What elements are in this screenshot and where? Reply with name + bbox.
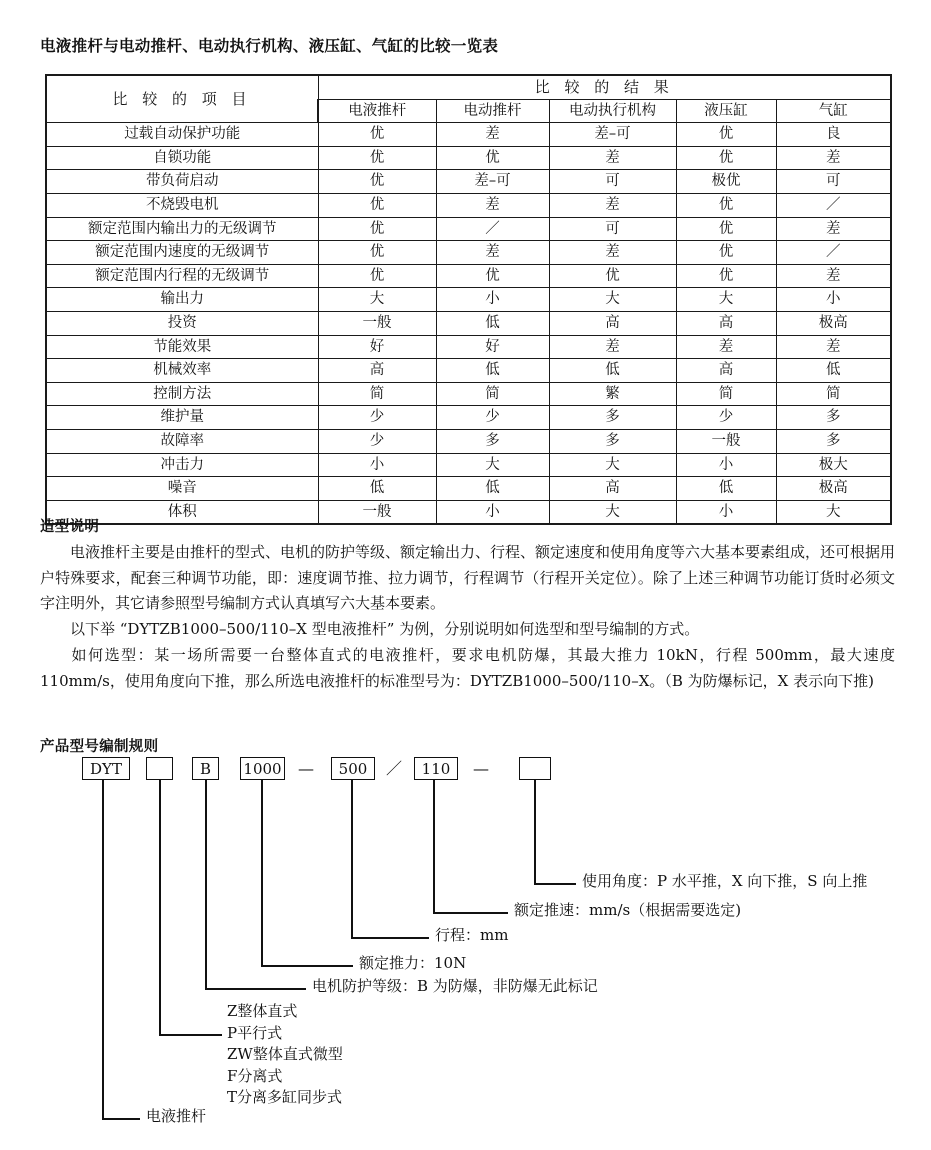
cell-value: 优 — [549, 264, 676, 288]
paragraph-moulding-3 — [40, 643, 895, 694]
row-label: 体积 — [46, 500, 318, 524]
code-box-type[interactable] — [146, 757, 173, 780]
leader-vline-angle — [534, 780, 536, 883]
column-header-1: 电动推杆 — [436, 99, 549, 123]
paragraph-moulding-1 — [40, 540, 895, 617]
column-header-3: 液压缸 — [676, 99, 776, 123]
table-row — [46, 288, 891, 312]
leader-vline-stroke — [351, 780, 353, 937]
cell-value: 可 — [776, 170, 891, 194]
cell-value: 优 — [676, 146, 776, 170]
column-header-2: 电动执行机构 — [549, 99, 676, 123]
leader-vline-dyt — [102, 780, 104, 1118]
cell-value: 少 — [318, 429, 436, 453]
cell-value: 少 — [676, 406, 776, 430]
note-protection: 电机防护等级：B 为防爆，非防爆无此标记 — [312, 977, 598, 995]
cell-value: 低 — [436, 359, 549, 383]
paragraph-moulding-1-text: 电液推杆主要是由推杆的型式、电机的防护等级、额定输出力、行程、额定速度和使用角度等六大基本要素组成，还可根据用户特殊要求，配套三种调节功能，即：速度调节推、拉力调节，行程调节（行程开关定位）。除了上述三种调节功能订货时必须文字注明外，其它请参照型号编制方式认真填写六大基本要素。 — [40, 543, 896, 612]
cell-value: 极高 — [776, 311, 891, 335]
cell-value: 多 — [549, 429, 676, 453]
cell-value: 小 — [436, 288, 549, 312]
table-row — [46, 453, 891, 477]
cell-value: 大 — [549, 500, 676, 524]
row-label: 故障率 — [46, 429, 318, 453]
cell-value: 优 — [676, 193, 776, 217]
cell-value: 差–可 — [436, 170, 549, 194]
cell-value: 可 — [549, 217, 676, 241]
cell-value: 差–可 — [549, 123, 676, 147]
cell-value: 一般 — [676, 429, 776, 453]
cell-value: 繁 — [549, 382, 676, 406]
table-row — [46, 382, 891, 406]
table-row — [46, 170, 891, 194]
column-header-item: 比 较 的 项 目 — [46, 75, 318, 123]
page-title: 电液推杆与电动推杆、电动执行机构、液压缸、气缸的比较一览表 — [40, 36, 499, 55]
note-type-list — [227, 1001, 343, 1109]
column-header-0: 电液推杆 — [318, 99, 436, 123]
leader-hline-force — [261, 965, 353, 967]
cell-value: 简 — [776, 382, 891, 406]
cell-value: 大 — [776, 500, 891, 524]
table-row — [46, 429, 891, 453]
cell-value: 低 — [776, 359, 891, 383]
cell-value: 良 — [776, 123, 891, 147]
row-label: 额定范围内速度的无级调节 — [46, 241, 318, 265]
cell-value: 差 — [676, 335, 776, 359]
leader-hline-speed — [433, 912, 508, 914]
section-heading-coding: 产品型号编制规则 — [40, 738, 159, 755]
cell-value: 好 — [436, 335, 549, 359]
cell-value: 差 — [549, 241, 676, 265]
cell-value: 少 — [318, 406, 436, 430]
note-type-4: T分离多缸同步式 — [227, 1088, 343, 1106]
cell-value: 优 — [676, 264, 776, 288]
paragraph-moulding-2 — [40, 617, 895, 643]
table-row — [46, 359, 891, 383]
table-row — [46, 335, 891, 359]
cell-value: 小 — [776, 288, 891, 312]
table-head — [46, 75, 891, 123]
note-force: 额定推力：10N — [359, 954, 467, 972]
row-label: 冲击力 — [46, 453, 318, 477]
leader-vline-protection — [205, 780, 207, 988]
cell-value: 优 — [676, 241, 776, 265]
cell-value: 优 — [436, 264, 549, 288]
cell-value: 极高 — [776, 477, 891, 501]
cell-value: 低 — [549, 359, 676, 383]
leader-hline-stroke — [351, 937, 429, 939]
row-label: 噪音 — [46, 477, 318, 501]
cell-value: 低 — [436, 311, 549, 335]
cell-value: 高 — [549, 477, 676, 501]
code-box-force[interactable]: 1000 — [240, 757, 285, 780]
code-box-angle[interactable] — [519, 757, 551, 780]
cell-value: 高 — [676, 311, 776, 335]
cell-value: 极大 — [776, 453, 891, 477]
separator-dash-1: — — [298, 759, 314, 778]
cell-value: ／ — [776, 241, 891, 265]
separator-dash-2: — — [473, 759, 489, 778]
code-box-speed[interactable]: 110 — [414, 757, 458, 780]
cell-value: 优 — [318, 123, 436, 147]
table-header-row-1 — [46, 75, 891, 99]
cell-value: 多 — [776, 429, 891, 453]
row-label: 机械效率 — [46, 359, 318, 383]
note-type-3: F分离式 — [227, 1066, 283, 1085]
row-label: 控制方法 — [46, 382, 318, 406]
cell-value: 大 — [549, 453, 676, 477]
cell-value: 优 — [676, 217, 776, 241]
leader-vline-type — [159, 780, 161, 1034]
cell-value: 少 — [436, 406, 549, 430]
row-label: 额定范围内输出力的无级调节 — [46, 217, 318, 241]
cell-value: 多 — [549, 406, 676, 430]
cell-value: 多 — [776, 406, 891, 430]
cell-value: 小 — [676, 453, 776, 477]
leader-vline-speed — [433, 780, 435, 912]
cell-value: 一般 — [318, 311, 436, 335]
row-label: 自锁功能 — [46, 146, 318, 170]
cell-value: 小 — [676, 500, 776, 524]
table-row — [46, 123, 891, 147]
table-body — [46, 123, 891, 525]
cell-value: 优 — [318, 170, 436, 194]
cell-value: 差 — [436, 123, 549, 147]
cell-value: 优 — [318, 217, 436, 241]
section-heading-moulding: 造型说明 — [40, 518, 100, 535]
cell-value: 小 — [318, 453, 436, 477]
table-row — [46, 406, 891, 430]
cell-value: 优 — [676, 123, 776, 147]
cell-value: ／ — [776, 193, 891, 217]
leader-hline-dyt — [102, 1118, 140, 1120]
row-label: 维护量 — [46, 406, 318, 430]
cell-value: 优 — [318, 193, 436, 217]
cell-value: 小 — [436, 500, 549, 524]
cell-value: 多 — [436, 429, 549, 453]
cell-value: 差 — [776, 264, 891, 288]
leader-hline-protection — [205, 988, 306, 990]
cell-value: 可 — [549, 170, 676, 194]
cell-value: 简 — [676, 382, 776, 406]
row-label: 节能效果 — [46, 335, 318, 359]
separator-slash: ／ — [385, 759, 402, 778]
code-box-protection[interactable]: B — [192, 757, 219, 780]
cell-value: 高 — [549, 311, 676, 335]
cell-value: 优 — [318, 241, 436, 265]
cell-value: 好 — [318, 335, 436, 359]
code-box-stroke[interactable]: 500 — [331, 757, 375, 780]
row-label: 不烧毁电机 — [46, 193, 318, 217]
row-label: 输出力 — [46, 288, 318, 312]
table-row — [46, 193, 891, 217]
note-stroke: 行程：mm — [435, 926, 509, 944]
cell-value: ／ — [436, 217, 549, 241]
cell-value: 大 — [318, 288, 436, 312]
row-label: 带负荷启动 — [46, 170, 318, 194]
cell-value: 差 — [436, 193, 549, 217]
note-angle: 使用角度：P 水平推，X 向下推，S 向上推 — [582, 872, 868, 890]
column-header-result: 比 较 的 结 果 — [318, 75, 891, 99]
table-row — [46, 241, 891, 265]
cell-value: 优 — [436, 146, 549, 170]
cell-value: 高 — [676, 359, 776, 383]
cell-value: 一般 — [318, 500, 436, 524]
table-row — [46, 477, 891, 501]
note-type-1: P平行式 — [227, 1023, 283, 1042]
cell-value: 优 — [318, 264, 436, 288]
model-code-diagram — [0, 745, 931, 1150]
cell-value: 大 — [676, 288, 776, 312]
cell-value: 极优 — [676, 170, 776, 194]
table-row — [46, 311, 891, 335]
leader-vline-force — [261, 780, 263, 965]
cell-value: 大 — [436, 453, 549, 477]
cell-value: 差 — [549, 193, 676, 217]
leader-hline-type — [159, 1034, 222, 1036]
cell-value: 差 — [776, 335, 891, 359]
paragraph-moulding-2-text: 以下举 “DYTZB1000–500/110–X 型电液推杆” 为例，分别说明如何选型和型号编制的方式。 — [70, 620, 700, 638]
comparison-table — [45, 74, 892, 525]
leader-hline-angle — [534, 883, 576, 885]
cell-value: 大 — [549, 288, 676, 312]
cell-value: 差 — [549, 335, 676, 359]
note-dyt: 电液推杆 — [146, 1107, 207, 1125]
table-row — [46, 146, 891, 170]
cell-value: 简 — [436, 382, 549, 406]
note-speed: 额定推速：mm/s（根据需要选定) — [514, 901, 742, 919]
cell-value: 低 — [676, 477, 776, 501]
note-type-0: Z整体直式 — [227, 1002, 298, 1020]
cell-value: 优 — [318, 146, 436, 170]
cell-value: 差 — [776, 217, 891, 241]
code-box-dyt[interactable]: DYT — [82, 757, 130, 780]
table-row — [46, 217, 891, 241]
row-label: 额定范围内行程的无级调节 — [46, 264, 318, 288]
row-label: 过载自动保护功能 — [46, 123, 318, 147]
paragraph-moulding-3-text: 如何选型：某一场所需要一台整体直式的电液推杆，要求电机防爆，其最大推力 10kN，行程 500mm，最大速度 110mm/s，使用角度向下推，那么所选电液推杆的标准型号为：DYTZB1000–500/110–X。（B 为防爆标记，X 表示向下推) — [40, 646, 895, 690]
cell-value: 高 — [318, 359, 436, 383]
column-header-4: 气缸 — [776, 99, 891, 123]
cell-value: 低 — [318, 477, 436, 501]
note-type-2: ZW整体直式微型 — [227, 1045, 343, 1063]
cell-value: 低 — [436, 477, 549, 501]
table-row — [46, 264, 891, 288]
cell-value: 简 — [318, 382, 436, 406]
table-row — [46, 500, 891, 524]
cell-value: 差 — [776, 146, 891, 170]
row-label: 投资 — [46, 311, 318, 335]
cell-value: 差 — [436, 241, 549, 265]
cell-value: 差 — [549, 146, 676, 170]
